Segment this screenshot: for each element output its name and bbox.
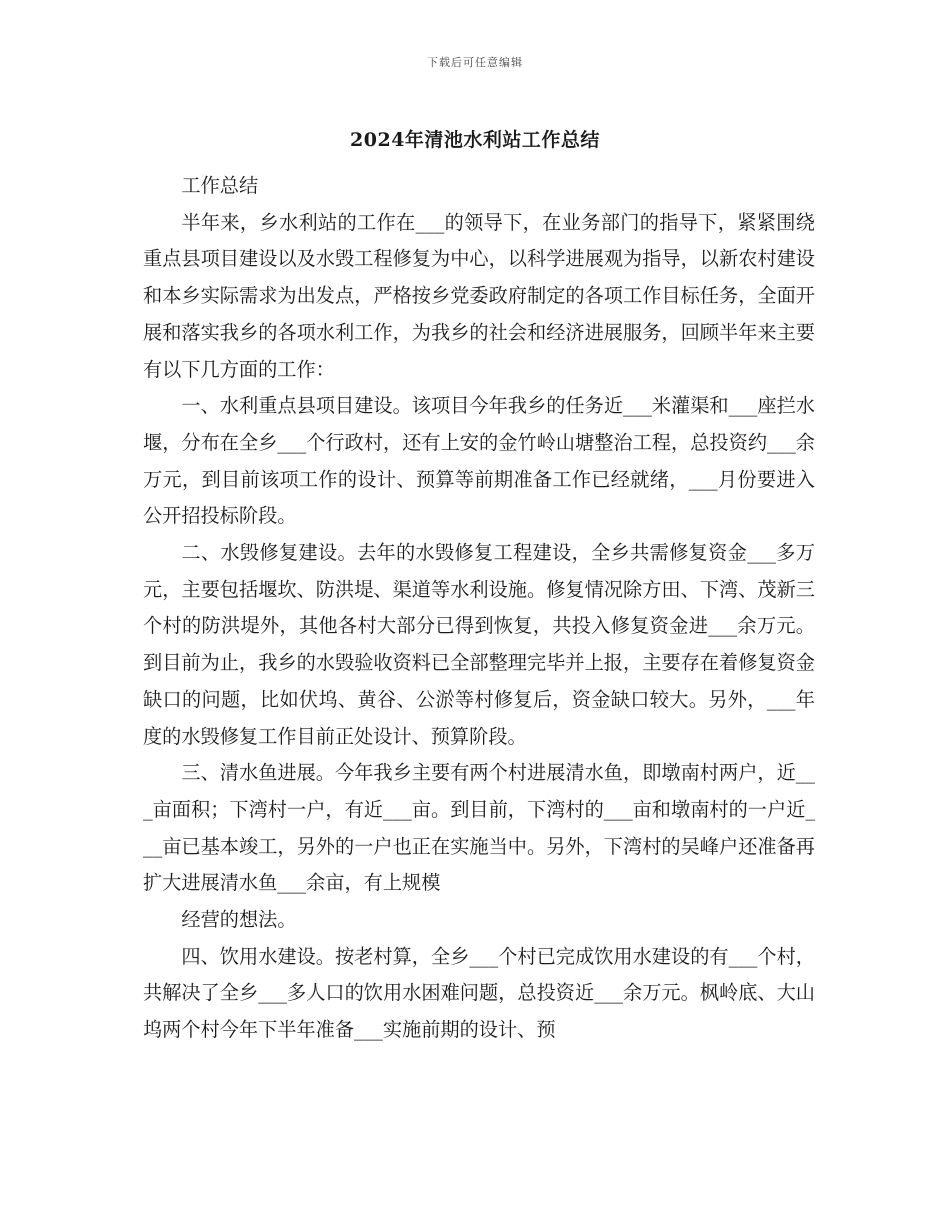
paragraph-section-4: 四、饮用水建设。按老村算，全乡___个村已完成饮用水建设的有___个村，共解决了全乡___多人口的饮用水困难问题，总投资近___余万元。枫岭底、大山坞两个村今年下半年准备___实施前期的设计、预 bbox=[143, 944, 815, 1042]
document-body bbox=[143, 168, 815, 1049]
document-title: 2024年清池水利站工作总结 bbox=[350, 129, 600, 151]
paragraph-intro: 半年来，乡水利站的工作在___的领导下，在业务部门的指导下，紧紧围绕重点县项目建设以及水毁工程修复为中心，以科学进展观为指导，以新农村建设和本乡实际需求为出发点，严格按乡党委政府制定的各项工作目标任务，全面开展和落实我乡的各项水利工作，为我乡的社会和经济进展服务，回顾半年来主要有以下几方面的工作： bbox=[143, 210, 815, 381]
header-note: 下载后可任意编辑 bbox=[427, 56, 523, 69]
paragraph-section-2: 二、水毁修复建设。去年的水毁修复工程建设，全乡共需修复资金___多万元，主要包括堰坎、防洪堤、渠道等水利设施。修复情况除方田、下湾、茂新三个村的防洪堤外，其他各村大部分已得到恢复，共投入修复资金进___余万元。到目前为止，我乡的水毁验收资料已全部整理完毕并上报，主要存在着修复资金缺口的问题，比如伏坞、黄谷、公淤等村修复后，资金缺口较大。另外，___年度的水毁修复工作目前正处设计、预算阶段。 bbox=[143, 541, 815, 748]
paragraph-section-1: 一、水利重点县项目建设。该项目今年我乡的任务近___米灌渠和___座拦水堰，分布在全乡___个行政村，还有上安的金竹岭山塘整治工程，总投资约___余万元，到目前该项工作的设计、预算等前期准备工作已经就绪，___月份要进入公开招投标阶段。 bbox=[143, 394, 815, 528]
paragraph-heading: 工作总结 bbox=[181, 174, 259, 197]
paragraph-section-3-continued: 经营的想法。 bbox=[181, 908, 297, 932]
paragraph-section-3: 三、清水鱼进展。今年我乡主要有两个村进展清水鱼，即墩南村两户，近___亩面积；下湾村一户，有近___亩。到目前，下湾村的___亩和墩南村的一户近___亩已基本竣工，另外的一户也正在实施当中。另外，下湾村的吴峰户还准备再扩大进展清水鱼___余亩，有上规模 bbox=[143, 761, 815, 895]
